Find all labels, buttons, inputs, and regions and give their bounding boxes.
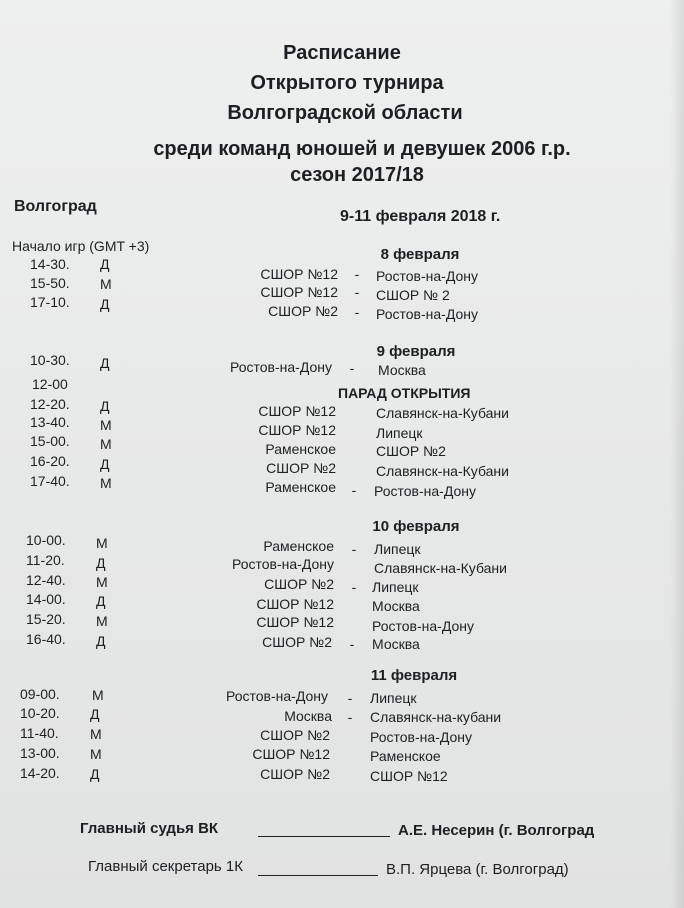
title-line-5: сезон 2017/18: [290, 164, 424, 186]
title-line-4: среди команд юношей и девушек 2006 г.р.: [153, 138, 571, 160]
game-time: 15-50.: [30, 275, 70, 291]
game-time: 10-00.: [26, 532, 66, 548]
game-team-away: Москва: [372, 598, 420, 614]
game-time: 15-20.: [26, 611, 66, 627]
game-dash: -: [347, 709, 353, 725]
game-team-home: СШОР №2: [268, 303, 338, 319]
game-team-home: Ростов-на-Дону: [230, 359, 332, 375]
game-team-home: СШОР №12: [258, 403, 336, 419]
game-time: 17-40.: [30, 473, 70, 489]
game-dash: -: [351, 541, 357, 557]
game-time: 14-00.: [26, 591, 66, 607]
game-dash: -: [349, 636, 355, 652]
game-team-away: Ростов-на-Дону: [376, 306, 478, 322]
game-category: М: [100, 436, 112, 452]
title-line-1: Расписание: [283, 42, 401, 64]
day-heading: 9 февраля: [376, 343, 456, 360]
game-category: Д: [100, 398, 110, 414]
title-line-3: Волгоградской области: [227, 102, 463, 124]
game-time: 10-20.: [20, 705, 60, 721]
game-category: Д: [96, 555, 106, 571]
game-team-home: СШОР №2: [260, 727, 330, 743]
game-team-home: СШОР №2: [262, 634, 332, 650]
game-category: М: [100, 417, 112, 433]
game-team-away: Липецк: [376, 425, 423, 441]
start-time-note: Начало игр (GMT +3): [12, 238, 150, 254]
game-dash: -: [351, 579, 357, 595]
game-time: 17-10.: [30, 294, 70, 310]
game-team-home: СШОР №12: [258, 422, 336, 438]
game-team-away: СШОР № 2: [376, 287, 450, 303]
game-time: 10-30.: [30, 352, 70, 368]
game-team-away: СШОР №2: [376, 443, 446, 459]
game-dash: -: [351, 482, 357, 498]
game-category: Д: [96, 593, 106, 609]
game-dash: -: [347, 690, 353, 706]
game-team-away: Ростов-на-Дону: [376, 268, 478, 284]
game-time: 12-40.: [26, 572, 66, 588]
game-dash: -: [354, 284, 360, 300]
chief-judge-name: А.Е. Несерин (г. Волгоград: [398, 822, 595, 839]
game-dash: -: [354, 304, 360, 320]
game-category: М: [96, 535, 108, 551]
header-dates: 9-11 февраля 2018 г.: [340, 208, 501, 225]
game-category: М: [100, 475, 112, 491]
game-category: Д: [100, 456, 110, 472]
game-category: М: [96, 613, 108, 629]
game-team-away: Москва: [372, 636, 420, 652]
chief-judge-role: Главный судья ВК: [80, 820, 219, 837]
game-category: М: [96, 574, 108, 590]
game-team-home: СШОР №12: [260, 266, 338, 282]
game-time: 13-40.: [30, 414, 70, 430]
game-team-away: Ростов-на-Дону: [372, 618, 474, 634]
day-heading: 11 февраля: [370, 667, 458, 684]
game-team-away: Славянск-на-Кубани: [376, 405, 509, 421]
game-category: Д: [100, 296, 110, 312]
game-team-home: СШОР №2: [266, 460, 336, 476]
game-category: М: [100, 276, 112, 292]
chief-secretary-signature-line: [258, 875, 378, 876]
game-dash: -: [354, 266, 360, 282]
game-team-home: Раменское: [263, 538, 334, 554]
game-team-home: СШОР №2: [264, 576, 334, 592]
game-time: 16-40.: [26, 631, 66, 647]
day-heading: 10 февраля: [372, 518, 460, 535]
game-dash: -: [349, 360, 355, 376]
day-heading: 8 февраля: [380, 246, 460, 263]
game-team-home: СШОР №12: [252, 746, 330, 762]
game-time: 14-30.: [30, 256, 70, 272]
game-team-home: СШОР №12: [256, 614, 334, 630]
title-line-2: Открытого турнира: [250, 72, 444, 94]
game-category: Д: [100, 355, 110, 371]
header-city: Волгоград: [14, 198, 97, 215]
game-time: 15-00.: [30, 433, 70, 449]
chief-secretary-name: В.П. Ярцева (г. Волгоград): [386, 861, 569, 878]
game-team-away: Славянск-на-Кубани: [374, 560, 507, 576]
game-time: 12-20.: [30, 396, 70, 412]
game-team-away: Ростов-на-Дону: [374, 483, 476, 499]
chief-judge-signature-line: [258, 836, 390, 837]
game-category: Д: [90, 766, 100, 782]
game-team-away: Раменское: [370, 748, 441, 764]
event-time: 12-00: [32, 376, 68, 392]
game-category: М: [92, 687, 104, 703]
game-team-home: Ростов-на-Дону: [232, 556, 334, 572]
game-time: 11-20.: [26, 552, 65, 568]
game-team-home: СШОР №12: [256, 596, 334, 612]
opening-parade: ПАРАД ОТКРЫТИЯ: [338, 385, 471, 401]
game-time: 13-00.: [20, 745, 60, 761]
game-team-home: Раменское: [265, 441, 336, 457]
game-category: Д: [100, 256, 110, 272]
game-team-away: Липецк: [370, 690, 417, 706]
game-team-away: Липецк: [372, 579, 419, 595]
game-time: 14-20.: [20, 765, 60, 781]
game-team-away: Славянск-на-Кубани: [376, 463, 509, 479]
game-team-away: Славянск-на-кубани: [370, 709, 502, 725]
game-team-away: Ростов-на-Дону: [370, 729, 472, 745]
game-category: Д: [90, 706, 100, 722]
game-time: 11-40.: [20, 725, 59, 741]
page-edge-shadow: [670, 0, 684, 908]
game-team-home: Ростов-на-Дону: [226, 688, 328, 704]
game-category: М: [90, 726, 102, 742]
game-team-home: Москва: [284, 708, 332, 724]
game-category: Д: [96, 633, 106, 649]
game-time: 16-20.: [30, 453, 70, 469]
chief-secretary-role: Главный секретарь 1К: [88, 858, 243, 875]
game-team-away: СШОР №12: [370, 768, 448, 784]
game-team-away: Москва: [378, 362, 426, 378]
game-team-home: СШОР №12: [260, 284, 338, 300]
game-team-home: СШОР №2: [260, 766, 330, 782]
game-time: 09-00.: [20, 686, 60, 702]
game-category: М: [90, 746, 102, 762]
game-team-home: Раменское: [265, 479, 336, 495]
game-team-away: Липецк: [374, 541, 421, 557]
